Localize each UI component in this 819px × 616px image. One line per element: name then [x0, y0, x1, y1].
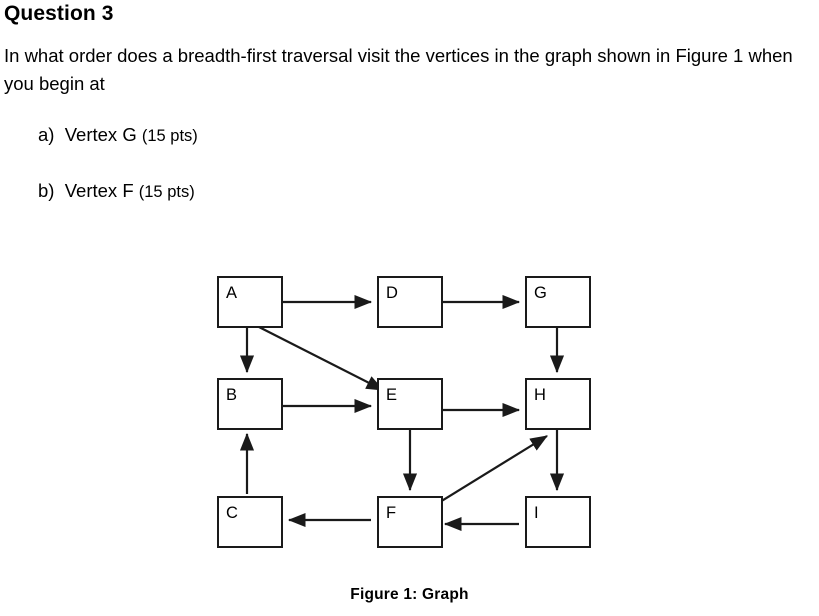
- graph-node-d: [377, 276, 443, 328]
- graph-node-c: [217, 496, 283, 548]
- graph-node-a-label: A: [226, 284, 238, 302]
- question-part-b: [38, 180, 195, 202]
- question-part-a-points: (15 pts): [141, 127, 198, 145]
- graph-node-c-label: C: [226, 504, 238, 522]
- graph-node-b-label: B: [226, 386, 238, 404]
- graph-node-f: [377, 496, 443, 548]
- question-part-a-label: a) Vertex G: [38, 124, 142, 145]
- graph-node-d-label: D: [386, 284, 398, 302]
- question-part-b-label: b) Vertex F: [38, 180, 139, 201]
- figure-1: [0, 258, 819, 616]
- graph-node-a: [217, 276, 283, 328]
- figure-caption: Figure 1: Graph: [350, 586, 469, 603]
- graph-node-f-label: F: [386, 504, 397, 522]
- question-part-b-points: (15 pts): [138, 183, 195, 201]
- graph-node-e: [377, 378, 443, 430]
- graph-node-i-label: I: [534, 504, 539, 522]
- graph-node-b: [217, 378, 283, 430]
- question-prompt: In what order does a breadth-first traversal visit the vertices in the graph shown in Figure 1 when you begin at: [4, 45, 793, 94]
- page-title: Question 3: [4, 2, 114, 25]
- graph-diagram: [205, 258, 625, 558]
- graph-node-h: [525, 378, 591, 430]
- graph-node-g: [525, 276, 591, 328]
- graph-node-e-label: E: [386, 386, 398, 404]
- graph-node-h-label: H: [534, 386, 546, 404]
- graph-node-g-label: G: [534, 284, 547, 302]
- question-part-a: [38, 124, 198, 146]
- graph-node-i: [525, 496, 591, 548]
